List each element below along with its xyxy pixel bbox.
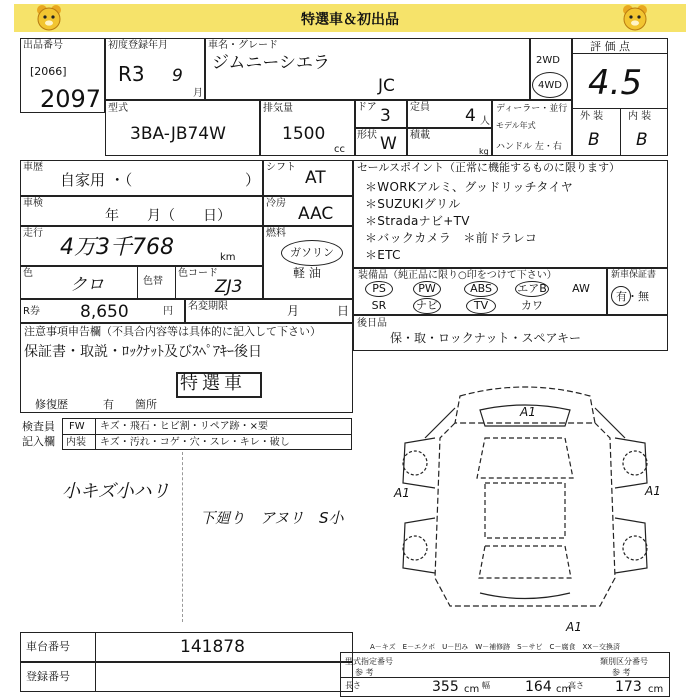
history-close: ） [245, 171, 261, 189]
inspector-label: 検査員 [22, 420, 55, 433]
recycle-value: 8,650 [80, 302, 129, 322]
doors-label: ドア [357, 102, 377, 113]
damage-mark-right: A1 [645, 484, 661, 498]
rating-label: 評 価 点 [590, 40, 630, 53]
type-ref: 参 考 [355, 668, 374, 677]
displacement-label: 排気量 [263, 103, 293, 114]
damage-mark-front: A1 [520, 405, 536, 419]
fuel-alt: 軽 油 [293, 266, 321, 280]
damage-mark-rear: A1 [566, 620, 582, 634]
eq-tv: TV [473, 299, 489, 312]
new-warranty-label: 新車保証書 [611, 270, 657, 280]
drive-2wd: 2WD [536, 55, 560, 66]
doors-value: 3 [380, 106, 391, 126]
delivery-label: 後日品 [357, 318, 387, 329]
eq-airbag: エアB [517, 282, 547, 295]
sales-label: セールスポイント（正常に機能するものに限ります） [357, 161, 621, 174]
sales-item-3: ＊Stradaナビ+TV [365, 214, 470, 228]
color-code-label: 色コード [178, 268, 218, 279]
name-change-month: 月 [287, 304, 300, 318]
history-box [20, 160, 263, 196]
height-unit: cm [648, 684, 664, 695]
eq-aw: AW [572, 282, 590, 295]
history-value: 自家用 ・（ [60, 171, 133, 189]
car-name: ジムニーシエラ [212, 53, 330, 73]
load-label: 積載 [410, 130, 430, 141]
height-value: 173 [615, 679, 642, 695]
length-label: 長さ [345, 681, 361, 690]
model-year-label: モデル年式 [496, 121, 536, 130]
listing-number: 2097 [40, 85, 102, 113]
height-label: 高さ [568, 681, 584, 690]
sales-item-1: ＊WORKアルミ、グッドリッチタイヤ [365, 180, 574, 194]
color-code: ZJ3 [215, 277, 243, 297]
shape-label: 形状 [357, 130, 377, 141]
mileage-value: 4万3千768 [60, 235, 174, 260]
aircon-value: AAC [298, 204, 334, 224]
fw-text: キズ・飛石・ヒビ割・リペア跡・×要 [100, 421, 268, 432]
repair-value: 有 [103, 398, 114, 411]
rating-score: 4.5 [588, 63, 643, 103]
first-reg-month: 9 [172, 66, 183, 86]
damage-legend: A－キズ E－エクボ U－凹み W－補修跡 S－サビ C－腐食 XX－交換済 [370, 643, 621, 651]
length-value: 355 [432, 679, 459, 695]
eq-pw: PW [418, 282, 436, 295]
car-grade: JC [378, 76, 395, 96]
drive-4wd-circle [532, 72, 568, 98]
eq-navi: ナビ [416, 299, 438, 312]
name-change-label: 名変期限 [188, 301, 228, 312]
capacity-unit: 人 [480, 116, 490, 127]
repair-unit: 箇所 [135, 398, 157, 411]
sales-item-4: ＊バックカメラ ＊前ドラレコ [365, 231, 538, 245]
model-value: 3BA-JB74W [130, 124, 226, 144]
sales-item-2: ＊SUZUKIグリル [365, 197, 461, 211]
inspection-label: 車検 [23, 198, 43, 209]
remarks-line1: 小キズ小ハリ [62, 481, 170, 502]
width-unit: cm [556, 684, 572, 695]
aircon-label: 冷房 [266, 198, 286, 209]
first-reg-month-unit: 月 [193, 88, 203, 99]
delivery-value: 保・取・ロックナット・スペアキー [390, 331, 582, 345]
chassis-label: 車台番号 [26, 640, 70, 653]
shift-label: シフト [266, 162, 296, 173]
eq-ps: PS [372, 282, 386, 295]
eq-leather: カワ [521, 299, 543, 312]
recycle-unit: 円 [163, 306, 173, 317]
handle-label: ハンドル 左・右 [496, 142, 562, 152]
width-value: 164 [525, 679, 552, 695]
mileage-label: 走行 [23, 228, 43, 239]
fuel-value: ガソリン [290, 246, 334, 259]
eq-abs: ABS [470, 282, 492, 295]
color-label: 色 [23, 268, 33, 279]
notes-text: 保証書・取説・ﾛｯｸﾅｯﾄ及びｽﾍﾟｱｷｰ後日 [24, 344, 262, 360]
page-title: 特選車＆初出品 [301, 12, 399, 28]
load-unit: kg [479, 147, 489, 156]
name-change-day: 日 [337, 304, 350, 318]
color-value: クロ [70, 275, 104, 295]
shape-value: W [380, 134, 397, 154]
equipment-label: 装備品（純正品に限り○印をつけて下さい） [358, 270, 557, 281]
chassis-value: 141878 [180, 637, 245, 657]
damage-mark-left: A1 [394, 486, 410, 500]
first-reg-label: 初度登録年月 [108, 40, 168, 51]
history-label: 車歴 [23, 162, 43, 173]
width-label: 幅 [482, 681, 490, 690]
reg-label: 登録番号 [26, 670, 70, 683]
capacity-label: 定員 [410, 102, 430, 113]
fuel-label: 燃料 [266, 228, 286, 239]
remarks-line2: 下廻り アヌリ S小 [200, 509, 344, 527]
listing-sub: [2066] [30, 65, 67, 78]
int-insp-text: キズ・汚れ・コゲ・穴・スレ・キレ・破し [100, 437, 290, 448]
class-number-label: 類別区分番号 [600, 657, 648, 666]
inspector-label-2: 記入欄 [22, 435, 55, 448]
int-insp-label: 内装 [66, 437, 86, 448]
int-label: 内 装 [628, 111, 652, 122]
length-unit: cm [464, 684, 480, 695]
capacity-value: 4 [465, 106, 476, 126]
special-stamp-text: 特選車 [180, 373, 246, 394]
shift-value: AT [305, 168, 326, 188]
fw-label: FW [69, 421, 85, 432]
notes-label: 注意事項申告欄（不具合内容等は具体的に記入して下さい） [24, 325, 321, 338]
ext-label: 外 装 [580, 111, 604, 122]
dealer-label: ディーラー・並行 [496, 104, 568, 114]
inspection-value: 年 月（ 日） [105, 208, 231, 224]
repair-label: 修復歴 [35, 398, 68, 411]
sales-item-5: ＊ETC [365, 248, 401, 262]
listing-label: 出品番号 [23, 40, 63, 51]
new-warranty-value: 有・無 [616, 290, 649, 303]
type-number-label: 型式指定番号 [345, 657, 393, 666]
model-label: 型式 [108, 103, 128, 114]
recycle-label: R券 [23, 306, 40, 317]
displacement-value: 1500 [282, 124, 326, 144]
eq-sr: SR [371, 299, 387, 312]
ext-grade: B [588, 130, 600, 150]
color-change-label: 色替 [143, 276, 163, 287]
int-grade: B [636, 130, 648, 150]
first-reg-year: R3 [118, 62, 145, 86]
displacement-unit: cc [334, 144, 345, 155]
mileage-unit: km [220, 252, 236, 263]
drive-4wd: 4WD [538, 79, 562, 91]
car-name-label: 車名・グレード [208, 40, 278, 51]
class-ref: 参 考 [612, 668, 631, 677]
